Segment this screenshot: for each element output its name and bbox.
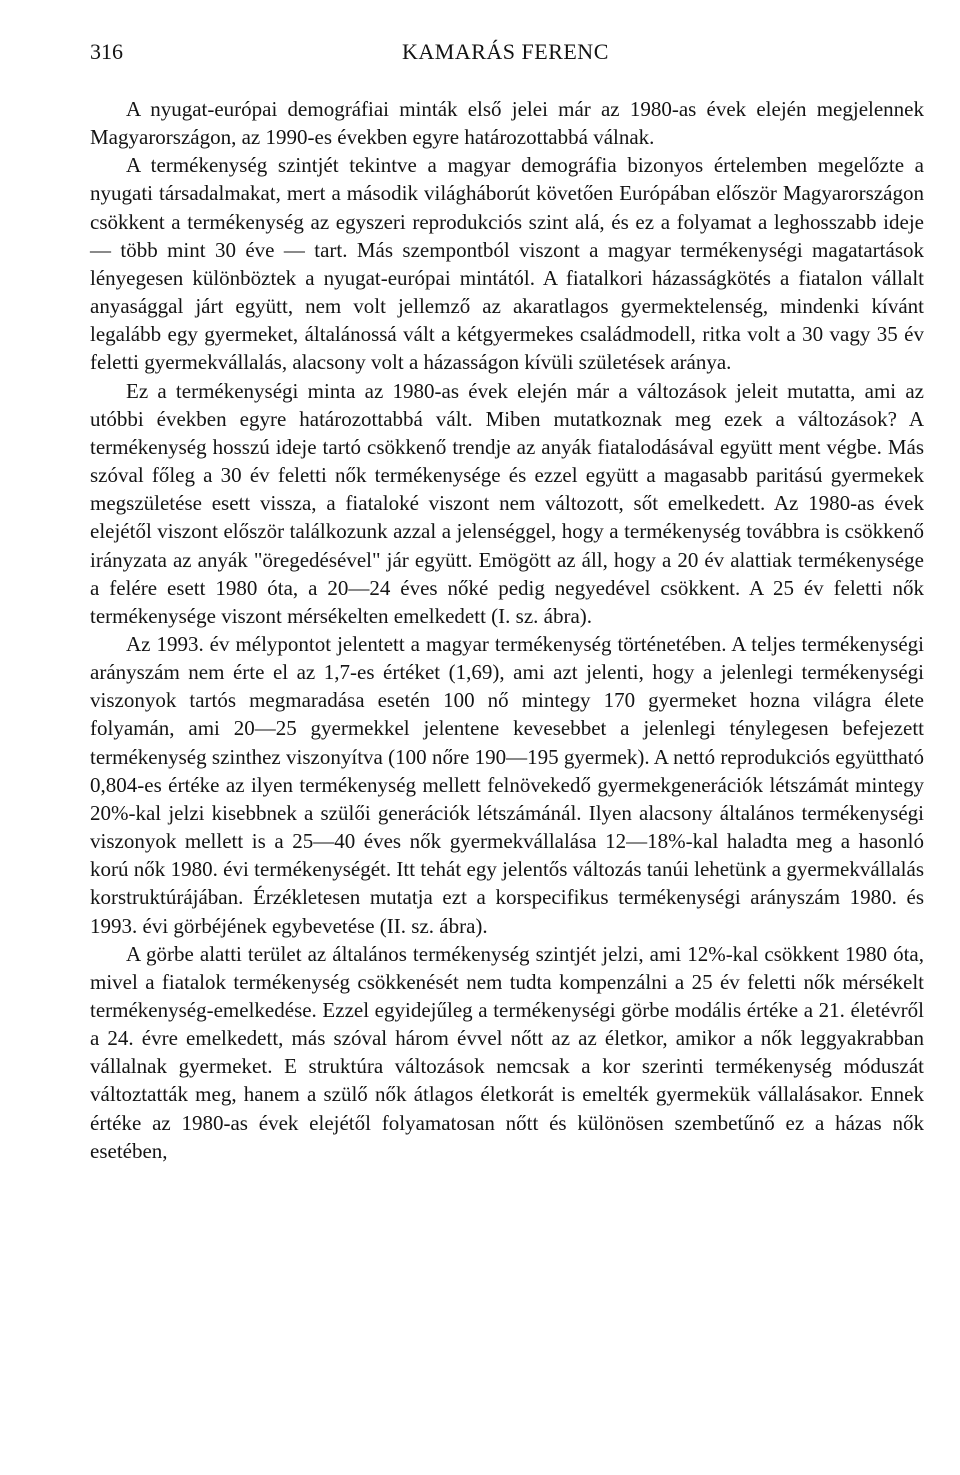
page-number: 316: [90, 39, 123, 64]
paragraph: A nyugat-európai demográfiai minták első jelei már az 1980-as évek elején megjelennek Magyarországon, az 1990-es években egyre határozottabbá válnak.: [90, 97, 924, 150]
running-title: KAMARÁS FERENC: [402, 39, 609, 64]
paragraph: Az 1993. év mélypontot jelentett a magyar termékenység történetében. A teljes termékenységi arányszám nem érte el az 1,7-es értéket (1,69), ami azt jelenti, hogy a jelenlegi termékenységi viszonyok tartós megmaradása esetén 100 nő mintegy 170 gyermeket hozna világra élete folyamán, ami 20—25 gyermekkel jelentene kevesebbet a jelenlegi ténylegesen befejezett termékenység szinthez viszonyítva (100 nőre 190—195 gyermek). A nettó reprodukciós együttható 0,804-es értéke az ilyen termékenység mellett felnövekedő gyermekgenerációk létszámát mintegy 20%-kal jelzi kisebbnek a szülői generációk létszámánál. Ilyen alacsony általános termékenységi viszonyok mellett is a 25—40 éves nők gyermekvállalása 12—18%-kal haladta meg a hasonló korú nők 1980. évi termékenységét. Itt tehát egy jelentős változás tanúi lehetünk a gyermekvállalás korstruktúrájában. Érzékletesen mutatja ezt a korspecifikus termékenységi arányszám 1980. és 1993. évi görbéjének egybevetése (II. sz. ábra).: [90, 631, 924, 938]
paragraph: Ez a termékenységi minta az 1980-as évek elején már a változások jeleit mutatta, ami az utóbbi években egyre határozottabbá vált. Miben mutatkoznak meg ezek a változások? A termékenység hosszú ideje tartó csökkenő trendje az anyák fiatalodásával együtt ment végbe. Más szóval főleg a 30 év feletti nők termékenysége és ezzel együtt a magasabb paritású gyermekek megszületése esett vissza, a fiataloké viszont nem változott, sőt emelkedett. Az 1980-as évek elejétől viszont először találkozunk azzal a jelenséggel, hogy a termékenység továbbra is csökkenő irányzata az anyák "öregedésével" jár együtt. Emögött az áll, hogy a 20 év alattiak termékenysége a felére esett 1980 óta, a 20—24 éves nőké pedig negyedével csökkent. A 25 év feletti nők termékenysége viszont mérsékelten emelkedett (I. sz. ábra).: [90, 378, 924, 628]
running-head: [90, 36, 924, 68]
paragraph: A termékenység szintjét tekintve a magyar demográfia bizonyos értelemben megelőzte a nyugati társadalmakat, mert a második világháborút követően Európában először Magyarországon csökkent a termékenység az egyszeri reprodukciós szint alá, és ez a folyamat a leghosszabb ideje — több mint 30 éve — tart. Más szempontból viszont a magyar termékenységi magatartások lényegesen különböztek a nyugat-európai mintától. A fiatalkori házasságkötés a fiatalon vállalt anyasággal járt együtt, nem volt jellemző az akaratlagos gyermektelenség, mindenki kívánt legalább egy gyermeket, általánossá vált a kétgyermekes családmodell, ritka volt a 30 vagy 35 év feletti gyermekvállalás, alacsony volt a házasságon kívüli születések aránya.: [90, 153, 924, 375]
body-text: [90, 95, 924, 1165]
paragraph: A görbe alatti terület az általános termékenység szintjét jelzi, ami 12%-kal csökkent 1980 óta, mivel a fiatalok termékenység csökkenését nem tudta kompenzálni a 25 év feletti nők mérsékelt termékenység-emelkedése. Ezzel egyidejűleg a termékenységi görbe modális értéke a 21. életévről a 24. évre emelkedett, más szóval három évvel nőtt az az életkor, amikor a nők leggyakrabban vállalnak gyermeket. E struktúra változások nemcsak a kor szerinti termékenység móduszát változtatták meg, hanem a szülő nők átlagos életkorát is emelték gyermekük vállalásakor. Ennek értéke az 1980-as évek elejétől folyamatosan nőtt és különösen szembetűnő ez a házas nők esetében,: [90, 941, 924, 1163]
